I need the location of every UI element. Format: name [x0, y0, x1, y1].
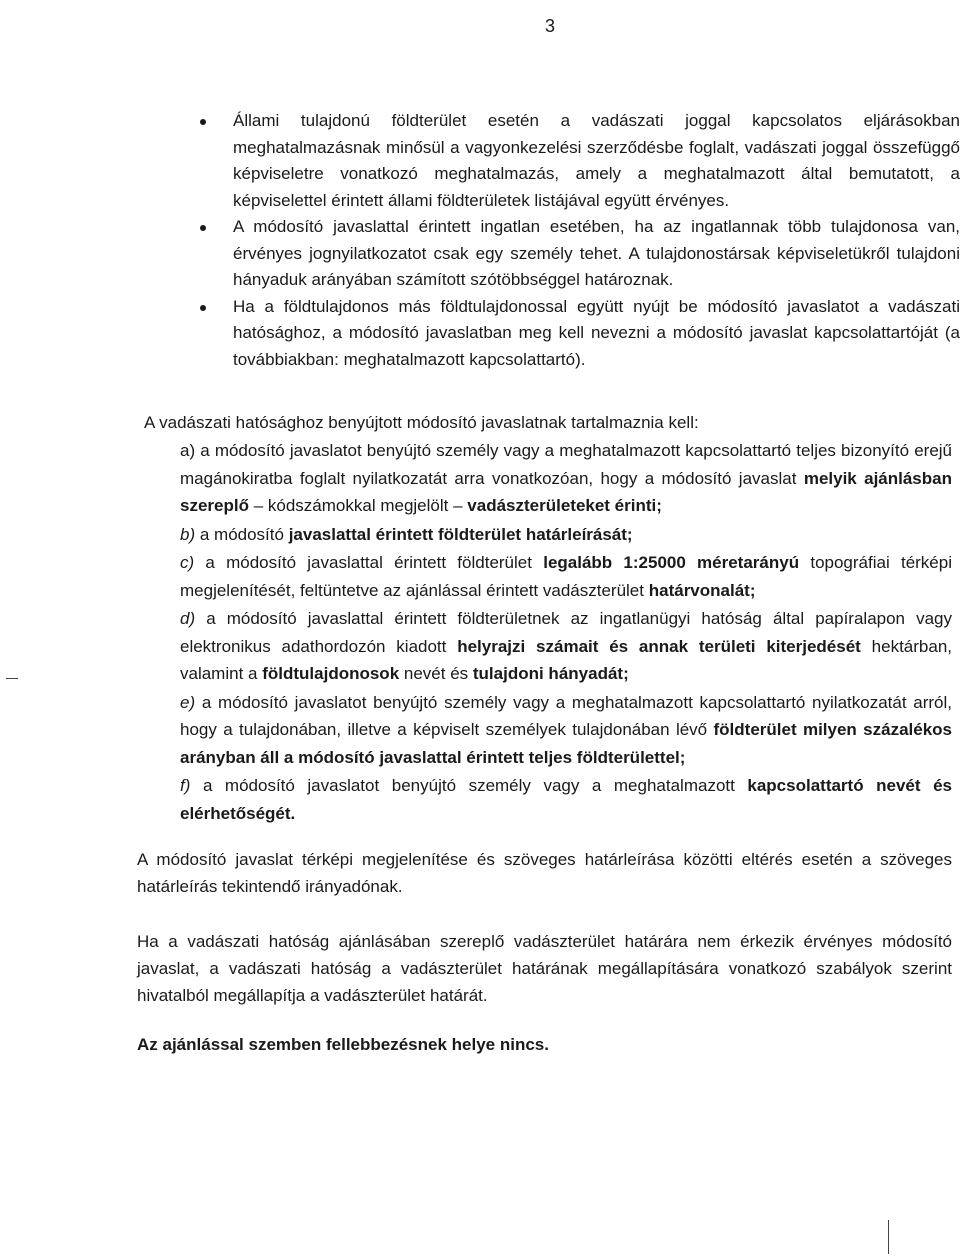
list-item — [180, 549, 952, 604]
item-marker: b) — [180, 524, 196, 544]
item-text: a módosító javaslattal érintett földterületnek az ingatlanügyi hatóság által papíralapon vagy elektronikus adathordozón kiadott — [180, 609, 952, 656]
item-text-bold: földtulajdonosok — [262, 664, 400, 683]
bullet-list — [200, 108, 960, 373]
item-text-bold: földterület milyen százalékos arányban áll a módosító javaslattal érintett teljes földterülettel; — [180, 720, 952, 767]
item-text-bold: melyik ajánlásban szereplő — [180, 468, 952, 515]
item-text: a módosító javaslatot benyújtó személy vagy a meghatalmazott — [202, 776, 735, 795]
item-text: nevét és — [403, 664, 469, 683]
bullet-dot-icon — [200, 305, 206, 311]
item-marker: a) — [180, 441, 196, 460]
paragraph-map-precedence: A módosító javaslat térképi megjelenítése és szöveges határleírása közötti eltérés esetén a szöveges határleírás tekintendő irányadónak. — [137, 850, 952, 896]
bullet-text: Ha a földtulajdonos más földtulajdonossal együtt nyújt be módosító javaslatot a vadászati hatósághoz, a módosító javaslatban meg kell nevezni a módosító javaslat kapcsolattartóját (a továbbiakban: meghatalmazott kapcsolattartó). — [233, 296, 960, 369]
item-text-bold: vadászterületeket érinti; — [467, 496, 662, 515]
list-intro: A vadászati hatósághoz benyújtott módosító javaslatnak tartalmaznia kell: — [144, 413, 699, 432]
page-number: 3 — [545, 16, 556, 36]
item-marker: d) — [180, 609, 196, 628]
list-item — [180, 437, 952, 520]
scan-mark — [888, 1220, 889, 1254]
closing-statement: Az ajánlással szemben fellebbezésnek helye nincs. — [137, 1035, 549, 1054]
item-text-bold: határvonalát; — [648, 580, 756, 600]
list-item — [180, 772, 952, 827]
item-text-bold: tulajdoni hányadát; — [472, 664, 629, 683]
bullet-text: A módosító javaslattal érintett ingatlan esetében, ha az ingatlannak több tulajdonosa van, érvényes jognyilatkozatot csak egy személy tehet. A tulajdonostársak képviseletükről tulajdoni hányaduk arányában számított szótöbbséggel határoznak. — [233, 217, 960, 289]
scan-mark — [6, 678, 18, 679]
item-text-bold: javaslattal érintett földterület határleírását; — [288, 524, 633, 544]
item-text: – kódszámokkal megjelölt – — [253, 496, 463, 515]
item-text-bold: helyrajzi számait és annak területi kiterjedését — [457, 636, 861, 656]
item-text: a módosító javaslatot benyújtó személy vagy a meghatalmazott kapcsolattartó teljes bizonyító erejű magánokiratba foglalt nyilatkozatát arra vonatkozóan, hogy a módosító javaslat — [180, 441, 952, 488]
bullet-dot-icon — [200, 225, 206, 231]
item-marker: e) — [180, 692, 196, 712]
bullet-item — [200, 294, 960, 374]
bullet-dot-icon — [200, 119, 206, 125]
item-text-bold: kapcsolattartó nevét és elérhetőségét. — [180, 776, 952, 823]
item-text: a módosító — [199, 524, 284, 544]
bullet-text: Állami tulajdonú földterület esetén a vadászati joggal kapcsolatos eljárásokban meghatalmazásnak minősül a vagyonkezelési szerződésbe foglalt, vadászati joggal összefüggő képviseletre vonatkozó meghatalmazás, amely a meghatalmazott által bemutatott, a képviselettel érintett állami földterületek listájával együtt érvényes. — [233, 111, 960, 210]
bullet-item — [200, 108, 960, 214]
item-text-bold: legalább 1:25000 méretarányú — [543, 553, 800, 572]
bullet-item — [200, 214, 960, 294]
item-marker: f) — [180, 776, 191, 795]
item-marker: c) — [180, 553, 195, 572]
requirements-list — [180, 437, 952, 828]
paragraph-official-boundary: Ha a vadászati hatóság ajánlásában szereplő vadászterület határára nem érkezik érvényes módosító javaslat, a vadászati hatóság a vadászterület határának megállapítására vonatkozó szabályok szerint hivatalból megállapítja a vadászterület határát. — [137, 932, 952, 1005]
list-item — [180, 521, 952, 549]
item-text: a módosító javaslattal érintett földterület — [205, 553, 532, 572]
list-item — [180, 605, 952, 688]
item-text: topográfiai térképi megjelenítését, feltüntetve az ajánlással érintett vadászterület — [180, 553, 952, 600]
item-text: a módosító javaslatot benyújtó személy vagy a meghatalmazott kapcsolattartó nyilatkozatát arról, hogy a tulajdonában, illetve a képviselt személyek tulajdonában lévő — [180, 692, 952, 739]
item-text: hektárban, valamint a — [180, 636, 952, 683]
list-item — [180, 689, 952, 772]
